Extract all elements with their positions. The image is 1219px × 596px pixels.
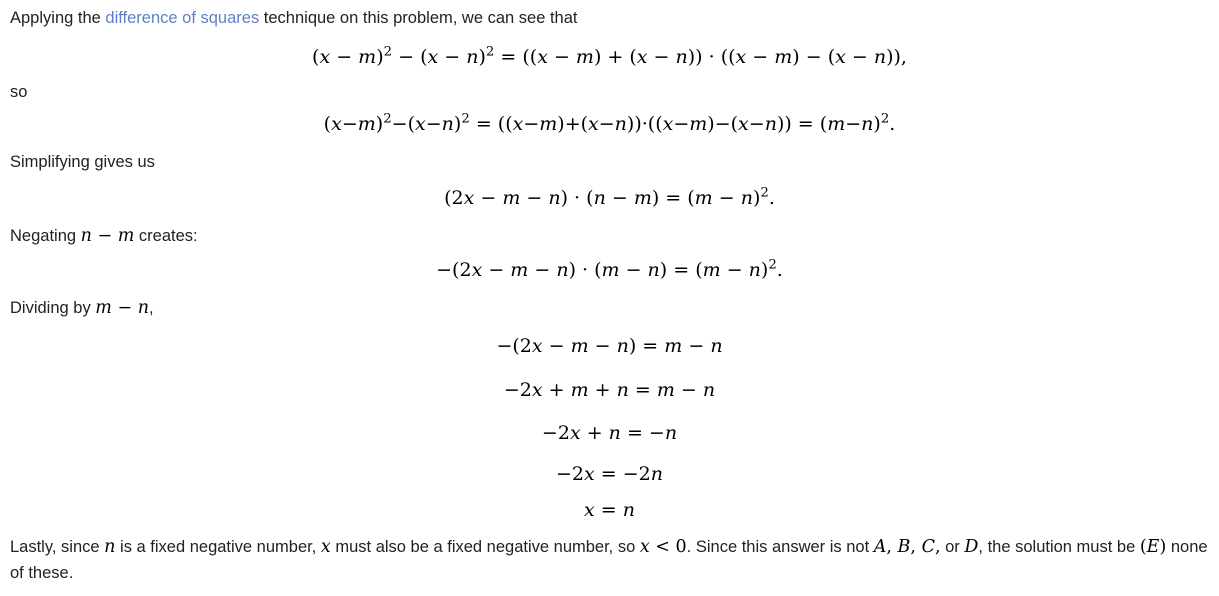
inline-math: x xyxy=(320,536,331,557)
equation-subtract-n: −2x = −2n xyxy=(556,463,663,486)
inline-math: m − n xyxy=(95,297,149,318)
inline-math: n − m xyxy=(80,225,135,246)
difference-of-squares-link[interactable]: difference of squares xyxy=(105,9,260,27)
so-paragraph: so xyxy=(10,82,28,101)
dividing-paragraph: Dividing by m − n, xyxy=(10,297,154,318)
equation-difference-of-squares: $(x - m)^2 - (x - n)^2 = ((x - m) + (x - n)) \cdot ((x - m) - (x - n))$, xyxy=(312,44,907,68)
equation-final-x-equals-n: x = n xyxy=(584,499,635,522)
inline-math: (E) xyxy=(1139,536,1167,557)
inline-math: A, B, C, xyxy=(873,536,941,557)
inline-math: x < 0 xyxy=(639,536,687,557)
intro-paragraph: Applying the difference of squares technique on this problem, we can see that xyxy=(10,9,578,27)
equation-subtract-m: −2x + n = −n xyxy=(541,421,678,444)
equation-simplified: $(2x - m - n) \cdot (n - m) = (m - n)^2$. xyxy=(444,185,775,210)
negating-paragraph: Negating n − m creates: xyxy=(10,225,198,246)
inline-math: D xyxy=(964,536,979,557)
equation-expanded-identity: $(x-m)^2-(x-n)^2 = ((x-m)+(x-n))\cdot((x-m)-(x-n)) = (m-n)^2$. xyxy=(323,111,896,135)
simplifying-paragraph: Simplifying gives us xyxy=(10,153,155,172)
equation-distributed: −2x + m + n = m − n xyxy=(503,379,716,402)
inline-math: n xyxy=(104,536,116,557)
equation-negated: $-(2x - m - n) \cdot (m - n) = (m - n)^2$. xyxy=(436,257,783,281)
equation-divided: −(2x − m − n) = m − n xyxy=(496,334,723,357)
conclusion-paragraph: Lastly, since n is a fixed negative number, x must also be a fixed negative number, so x < 0. Since this answer is not A, B, C, or D, the solution must be (E) none of these. xyxy=(10,536,1208,582)
